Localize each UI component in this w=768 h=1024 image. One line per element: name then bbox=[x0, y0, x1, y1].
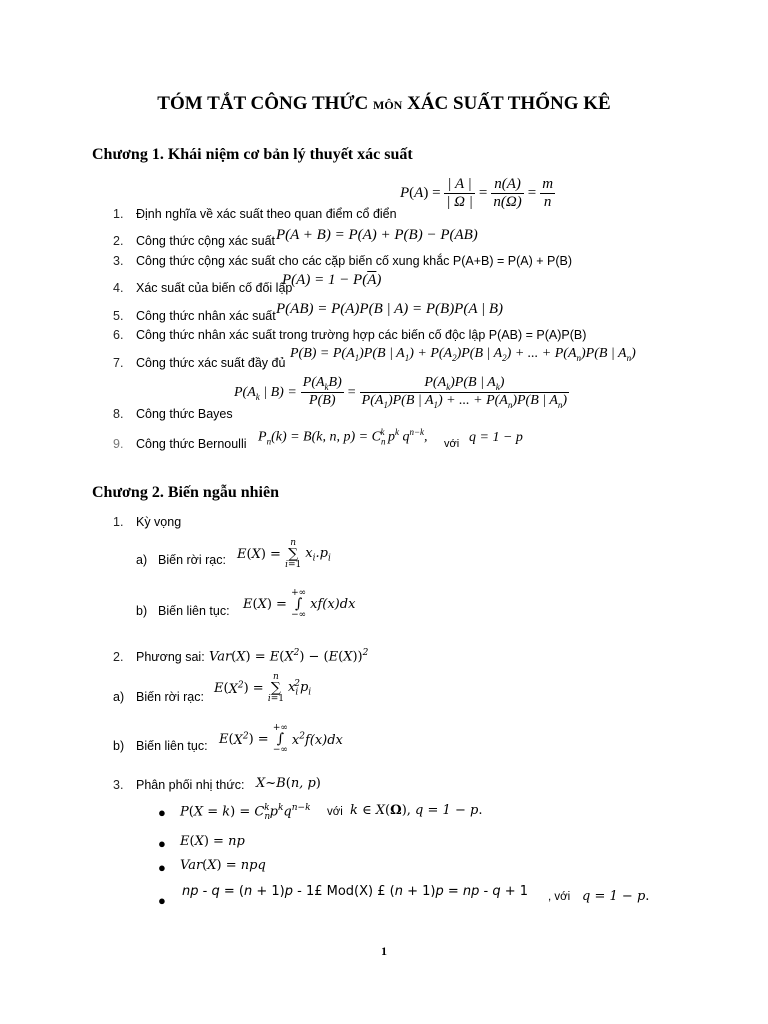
formula-binomial-notation: X~B(n, p) bbox=[256, 776, 321, 791]
item-1-text: Định nghĩa về xác suất theo quan điểm cổ điển bbox=[136, 207, 397, 221]
section-variance: Phương sai: bbox=[136, 650, 205, 664]
item-6-text: Công thức nhân xác suất trong trường hợp các biến cố độc lập P(AB) = P(A)P(B) bbox=[136, 328, 587, 342]
item-3-text: Công thức cộng xác suất cho các cặp biến cố xung khắc P(A+B) = P(A) + P(B) bbox=[136, 254, 573, 268]
item-7-text: Công thức xác suất đầy đủ bbox=[136, 356, 286, 370]
formula-complement: $P(A) = 1 - P(\overline{A})$ bbox=[282, 272, 382, 288]
discrete-label-1: Biến rời rạc: bbox=[158, 553, 226, 567]
formula-binomial-variance: Var(X) = npq bbox=[180, 858, 266, 873]
bullet-icon: ● bbox=[158, 860, 166, 875]
discrete-label-2: Biến rời rạc: bbox=[136, 690, 204, 704]
formula-expectation-continuous: E(X) = +∞ ∫ −∞ xf(x)dx bbox=[243, 588, 356, 620]
item-8-text: Công thức Bayes bbox=[136, 407, 233, 421]
formula-multiplication: P(AB) = P(A)P(B | A) = P(B)P(A | B) bbox=[276, 301, 504, 317]
section-expectation: Kỳ vọng bbox=[136, 515, 182, 529]
document-page: TÓM TẮT CÔNG THỨC MÔN XÁC SUẤT THỐNG KÊ Chương 1. Khái niệm cơ bản lý thuyết xác suất P(A) = $\frac{| A |}{| \Omega |}$ = $\frac{n(A)}{n(\Omega)}$ = $\frac{m}{n}$ 1. Định nghĩa về xác suất theo quan điểm cổ điển 2. Công thức cộng xác suất P(A + B) = P(A) + P(B) − P(AB) 3. Công thức cộng xác suất cho các cặp biến cố xung khắc P(A+B) = P(A) + P(B) 4. Xác suất của biến cố đối lập $P(A) = 1 - P(\overline{A})$ 5. Công thức nhân xác suất P(AB) = P(A)P(B | A) = P(B)P(A | B) 6. Công thức nhân xác suất trong trường hợp các biến cố độc lập P(AB) = P(A)P(B) 7. Công thức xác suất đầy đủ $P(B) = P(A_1)P(B$ | $A_1) + P(A_2)P(B$ | $A_2$) + ... + $P(A_n)P(B$ | $A_n$) $P(A_k$ | B) = $\frac{P(A_kB)}{P(B)}$ = $\frac{P(A_k)P(B | A_k)}{P(A_1)P(B | A_1) + ... + P(A_n)P(B | A_n)}$ 8. Công thức Bayes 9. Công thức Bernoulli $P_n(k) = B(k$, n, $p) = C_n^k$ $p^k$ $q^{n-k}$, với q = 1 − p Chương 2. Biến ngẫu nhiên 1. Kỳ vọng a) Biến rời rạc: E(X) = n ∑ i=1 $x_i.p_i$ b) Biến liên tục: E(X) = +∞ ∫ −∞ xf(x)dx 2. Phương sai: $Var(X) = E(X^2) - (E(X))^2$ a) Biến rời rạc: $E(X^2)$ = n ∑ i=1 $x_i^2p_i$ b) Biến liên tục: $E(X^2)$ = +∞ ∫ −∞ $x^2f(x)dx$ 3. Phân phối nhị thức: X~B(n, p) ● $P(X = k) = C_n^kp^kq^{n-k}$ với k ∈ X(Ω), q = 1 − p. ● E(X) = np ● Var(X) = npq ● np - q = (n + 1)p - 1£ Mod(X) £ (n + 1)p = np - q + 1 , với q = 1 − p. 1 bbox=[0, 0, 768, 1024]
formula-binomial-pmf: $P(X = k) = C_n^kp^kq^{n-k}$ bbox=[180, 803, 311, 822]
formula-ex2-continuous: $E(X^2)$ = +∞ ∫ −∞ $x^2f(x)dx$ bbox=[219, 723, 343, 755]
bullet-icon: ● bbox=[158, 836, 166, 851]
formula-bernoulli: $P_n(k) = B(k$, n, $p) = C_n^k$ $p^k$ $q^{n-k}$, bbox=[258, 427, 428, 447]
item-2-text: Công thức cộng xác suất bbox=[136, 234, 276, 248]
formula-bayes: $P(A_k$ | B) = $\frac{P(A_kB)}{P(B)}$ = $\frac{P(A_k)P(B | A_k)}{P(A_1)P(B | A_1) + ... + P(A_n)P(B | A_n)}$ bbox=[234, 375, 568, 410]
formula-binomial-mode: np - q = (n + 1)p - 1£ Mod(X) £ (n + 1)p = np - q + 1 bbox=[182, 884, 529, 899]
page-number: 1 bbox=[381, 944, 387, 958]
chapter-2-heading: Chương 2. Biến ngẫu nhiên bbox=[92, 484, 279, 501]
page-title: TÓM TẮT CÔNG THỨC MÔN XÁC SUẤT THỐNG KÊ bbox=[157, 93, 611, 114]
formula-ex2-discrete: $E(X^2)$ = n ∑ i=1 $x_i^2p_i$ bbox=[214, 672, 312, 704]
bullet-icon: ● bbox=[158, 805, 166, 820]
continuous-label-1: Biến liên tục: bbox=[158, 604, 230, 618]
item-4-text: Xác suất của biến cố đối lập bbox=[136, 281, 293, 295]
formula-binomial-domain: k ∈ X(Ω), q = 1 − p. bbox=[350, 803, 483, 818]
formula-q-definition-2: q = 1 − p. bbox=[582, 889, 650, 904]
formula-classical-probability: P(A) = $\frac{| A |}{| \Omega |}$ = $\frac{n(A)}{n(\Omega)}$ = $\frac{m}{n}$ bbox=[400, 176, 554, 210]
item-9-text: Công thức Bernoulli bbox=[136, 437, 247, 451]
formula-total-probability: $P(B) = P(A_1)P(B$ | $A_1) + P(A_2)P(B$ | $A_2$) + ... + $P(A_n)P(B$ | $A_n$) bbox=[290, 346, 636, 363]
formula-binomial-mean: E(X) = np bbox=[180, 834, 245, 849]
chapter-1-heading: Chương 1. Khái niệm cơ bản lý thuyết xác suất bbox=[92, 146, 413, 163]
section-binomial: Phân phối nhị thức: bbox=[136, 778, 245, 792]
formula-expectation-discrete: E(X) = n ∑ i=1 $x_i.p_i$ bbox=[237, 538, 331, 570]
continuous-label-2: Biến liên tục: bbox=[136, 739, 208, 753]
bullet-icon: ● bbox=[158, 893, 166, 908]
formula-addition: P(A + B) = P(A) + P(B) − P(AB) bbox=[276, 227, 478, 243]
formula-q-definition: q = 1 − p bbox=[469, 430, 523, 445]
item-5-text: Công thức nhân xác suất bbox=[136, 309, 276, 323]
formula-variance: $Var(X) = E(X^2) - (E(X))^2$ bbox=[209, 648, 369, 665]
